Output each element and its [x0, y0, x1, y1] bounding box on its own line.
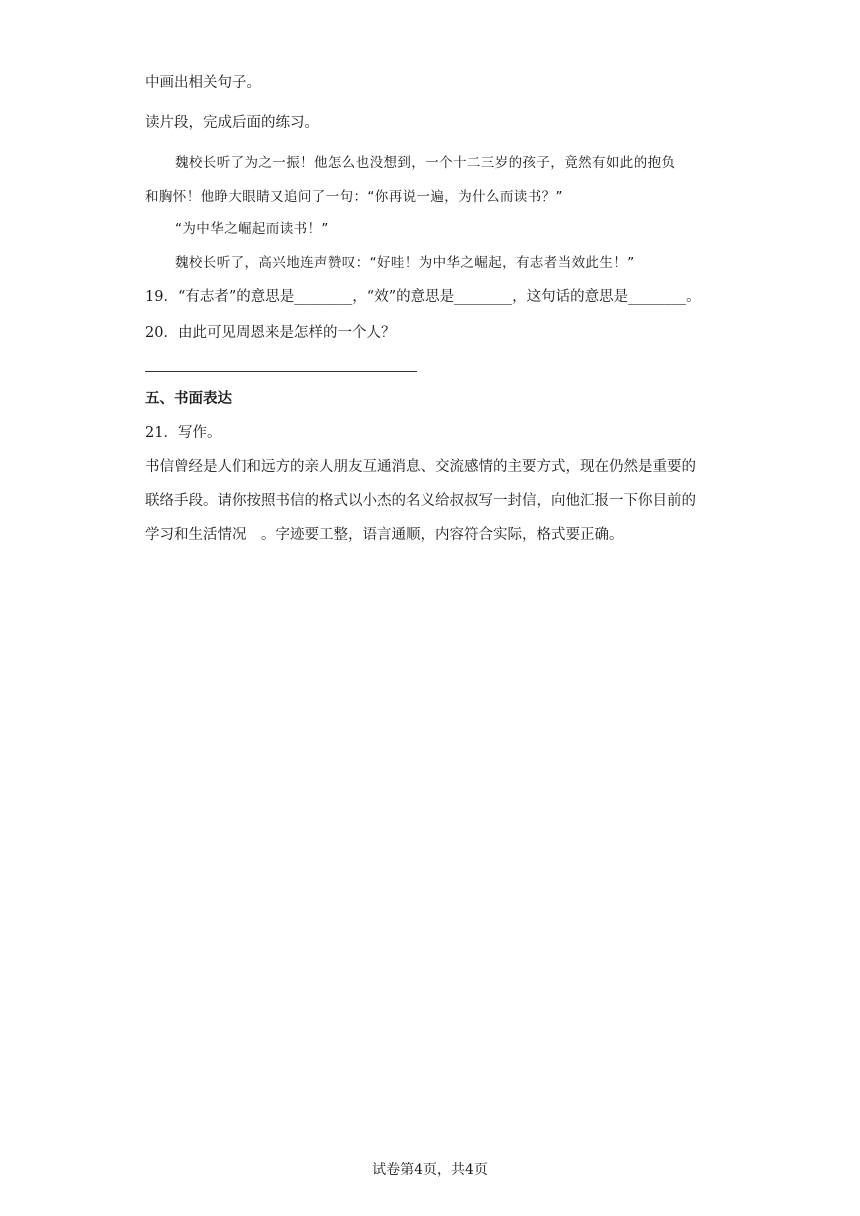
answer-line — [145, 371, 417, 372]
writing-prompt-line-1: 书信曾经是人们和远方的亲人朋友互通消息、交流感情的主要方式，现在仍然是重要的 — [145, 459, 696, 475]
page-footer: 试卷第4页，共4页 — [372, 1162, 488, 1178]
question-21: 21．写作。 — [145, 425, 222, 441]
section-5-heading: 五、书面表达 — [145, 390, 232, 407]
reading-prompt: 读片段，完成后面的练习。 — [145, 115, 319, 131]
question-19: 19．“有志者”的意思是________，“效”的意思是________，这句话的意思是________。 — [145, 289, 701, 305]
passage-paragraph-1-line-1: 魏校长听了为之一振！他怎么也没想到，一个十二三岁的孩子，竟然有如此的抱负 — [175, 155, 676, 171]
passage-paragraph-3: 魏校长听了，高兴地连声赞叹：“好哇！为中华之崛起，有志者当效此生！” — [175, 255, 635, 271]
question-20: 20．由此可见周恩来是怎样的一个人？ — [145, 325, 396, 341]
previous-question-tail: 中画出相关句子。 — [145, 75, 261, 91]
writing-prompt-line-3: 学习和生活情况 。字迹要工整，语言通顺，内容符合实际，格式要正确。 — [145, 527, 624, 543]
passage-paragraph-1-line-2: 和胸怀！他睁大眼睛又追问了一句：“你再说一遍，为什么而读书？” — [145, 189, 563, 205]
passage-paragraph-2: “为中华之崛起而读书！” — [175, 221, 329, 237]
writing-prompt-line-2: 联络手段。请你按照书信的格式以小杰的名义给叔叔写一封信，向他汇报一下你目前的 — [145, 493, 696, 509]
